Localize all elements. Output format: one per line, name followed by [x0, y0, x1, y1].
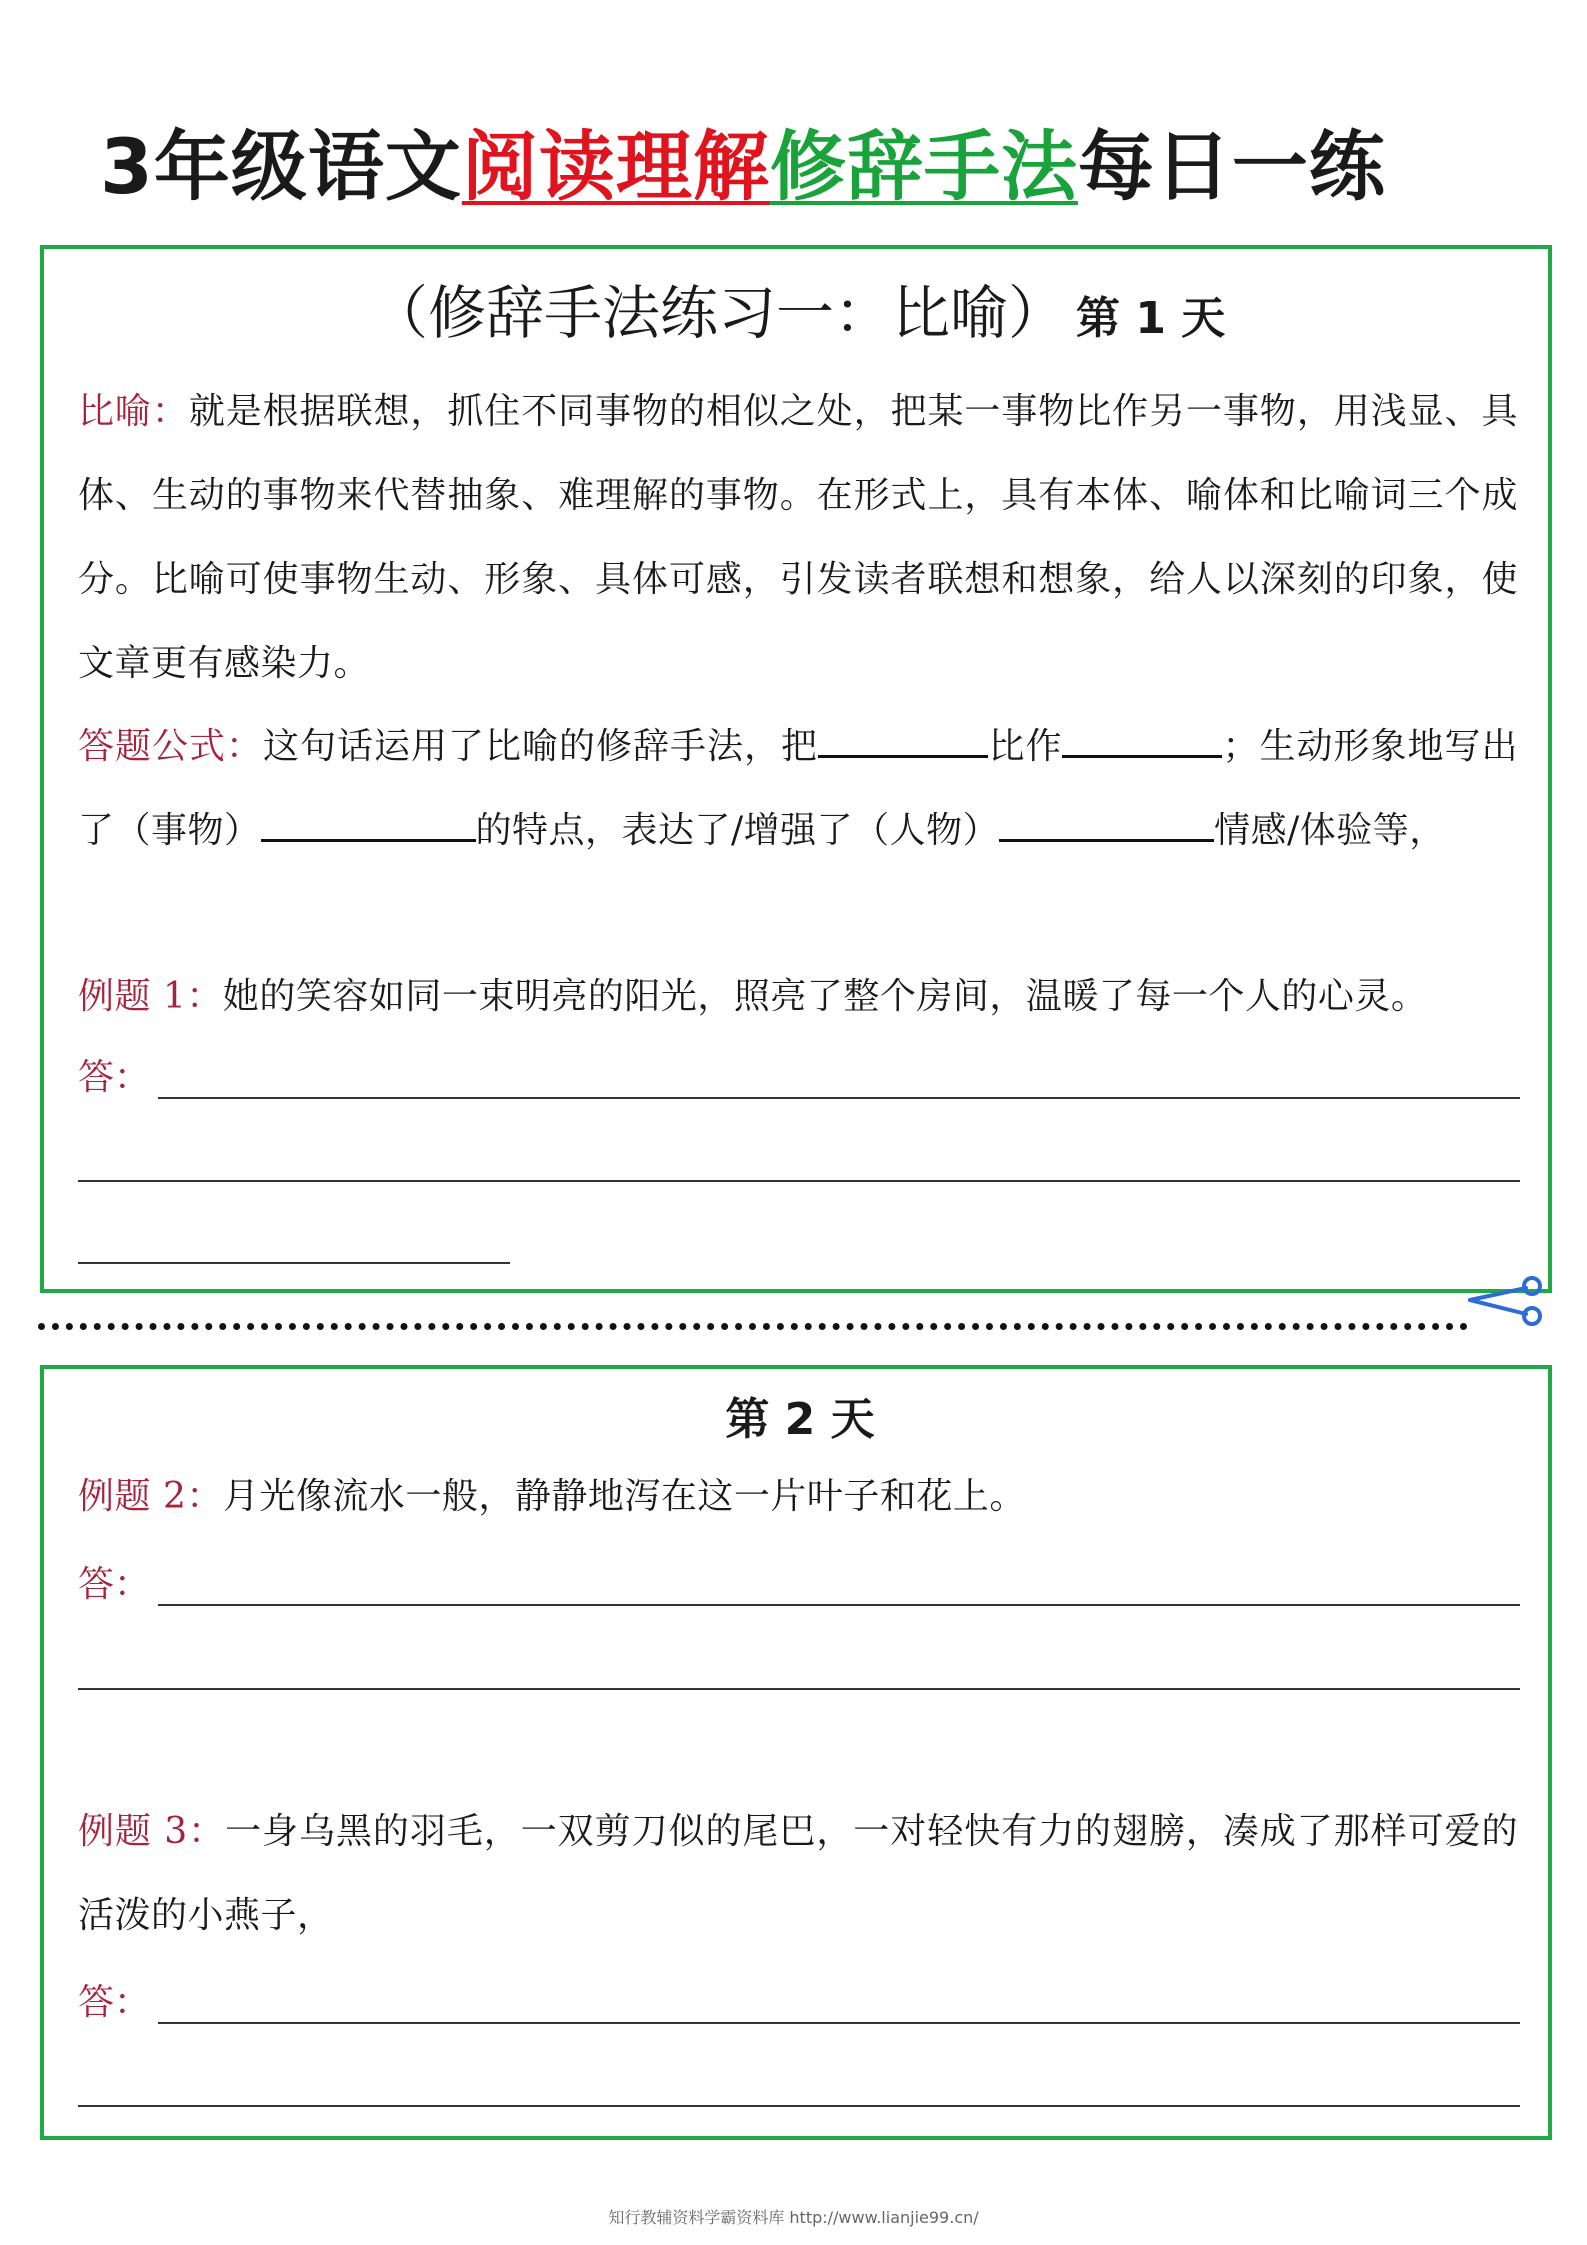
day1-heading — [370, 268, 1270, 358]
example1-text: 她的笑容如同一束明亮的阳光，照亮了整个房间，温暖了每一个人的心灵。 — [222, 976, 1428, 1017]
formula-label: 答题公式： — [78, 726, 263, 767]
example2-text: 月光像流水一般，静静地泻在这一片叶子和花上。 — [222, 1476, 1026, 1517]
title-part-rhetoric: 修辞手法 — [769, 122, 1078, 211]
formula-blank-emotion[interactable] — [999, 809, 1214, 842]
formula-text-5: 情感/体验等， — [1214, 810, 1446, 851]
example3-text: 一身乌黑的羽毛，一双剪刀似的尾巴，一对轻快有力的翅膀，凑成了那样可爱的活泼的小燕子， — [78, 1811, 1518, 1936]
example1-label: 例题 1： — [78, 976, 223, 1017]
example2 — [78, 1455, 1518, 1539]
definition-label: 比喻： — [78, 391, 189, 432]
formula-text-2: 比作 — [987, 726, 1063, 767]
example1 — [78, 955, 1518, 1039]
answer1-line-2[interactable] — [78, 1180, 1520, 1182]
example3-label: 例题 3： — [78, 1811, 226, 1852]
answer2-line-1[interactable] — [158, 1604, 1520, 1606]
scissors-icon — [1466, 1270, 1546, 1330]
answer1-label: 答： — [78, 1057, 151, 1098]
title-part-reading: 阅读理解 — [461, 122, 770, 211]
formula-blank-tenor[interactable] — [818, 725, 988, 758]
formula-paragraph — [78, 705, 1518, 960]
exercise-heading: （修辞手法练习一：比喻） — [370, 279, 1067, 347]
definition-text: 就是根据联想，抓住不同事物的相似之处，把某一事物比作另一事物，用浅显、具体、生动的事物来代替抽象、难理解的事物。在形式上，具有本体、喻体和比喻词三个成分。比喻可使事物生动、形象、具体可感，引发读者联想和想象，给人以深刻的印象，使文章更有感染力。 — [78, 391, 1518, 684]
answer1-line-1[interactable] — [158, 1097, 1520, 1099]
answer2-line-2[interactable] — [78, 1688, 1520, 1690]
definition-paragraph — [78, 370, 1518, 710]
answer3-line-2[interactable] — [78, 2105, 1520, 2107]
formula-text-4: 的特点，表达了/增强了（人物） — [475, 810, 1000, 851]
page-title — [100, 112, 1480, 222]
answer1-line-3[interactable] — [78, 1262, 510, 1264]
title-part-grade: 3年级语文 — [100, 122, 462, 211]
cut-line — [38, 1323, 1468, 1330]
example2-label: 例题 2： — [78, 1476, 223, 1517]
footer-watermark: 知行教辅资料学霸资料库 http://www.lianjie99.cn/ — [608, 2208, 979, 2227]
answer3-label: 答： — [78, 1982, 151, 2023]
answer3-line-1[interactable] — [158, 2022, 1520, 2024]
formula-text-1: 这句话运用了比喻的修辞手法，把 — [263, 726, 818, 767]
title-part-daily: 每日一练 — [1077, 122, 1386, 211]
answer2-label: 答： — [78, 1564, 151, 1605]
day2-label: 第 2 天 — [725, 1394, 875, 1445]
example3 — [78, 1790, 1518, 1960]
formula-blank-feature[interactable] — [261, 809, 476, 842]
day1-label: 第 1 天 — [1076, 293, 1226, 344]
formula-blank-vehicle[interactable] — [1062, 725, 1222, 758]
formula-text-3: ；生动形象地写出了（事物） — [78, 726, 1518, 851]
